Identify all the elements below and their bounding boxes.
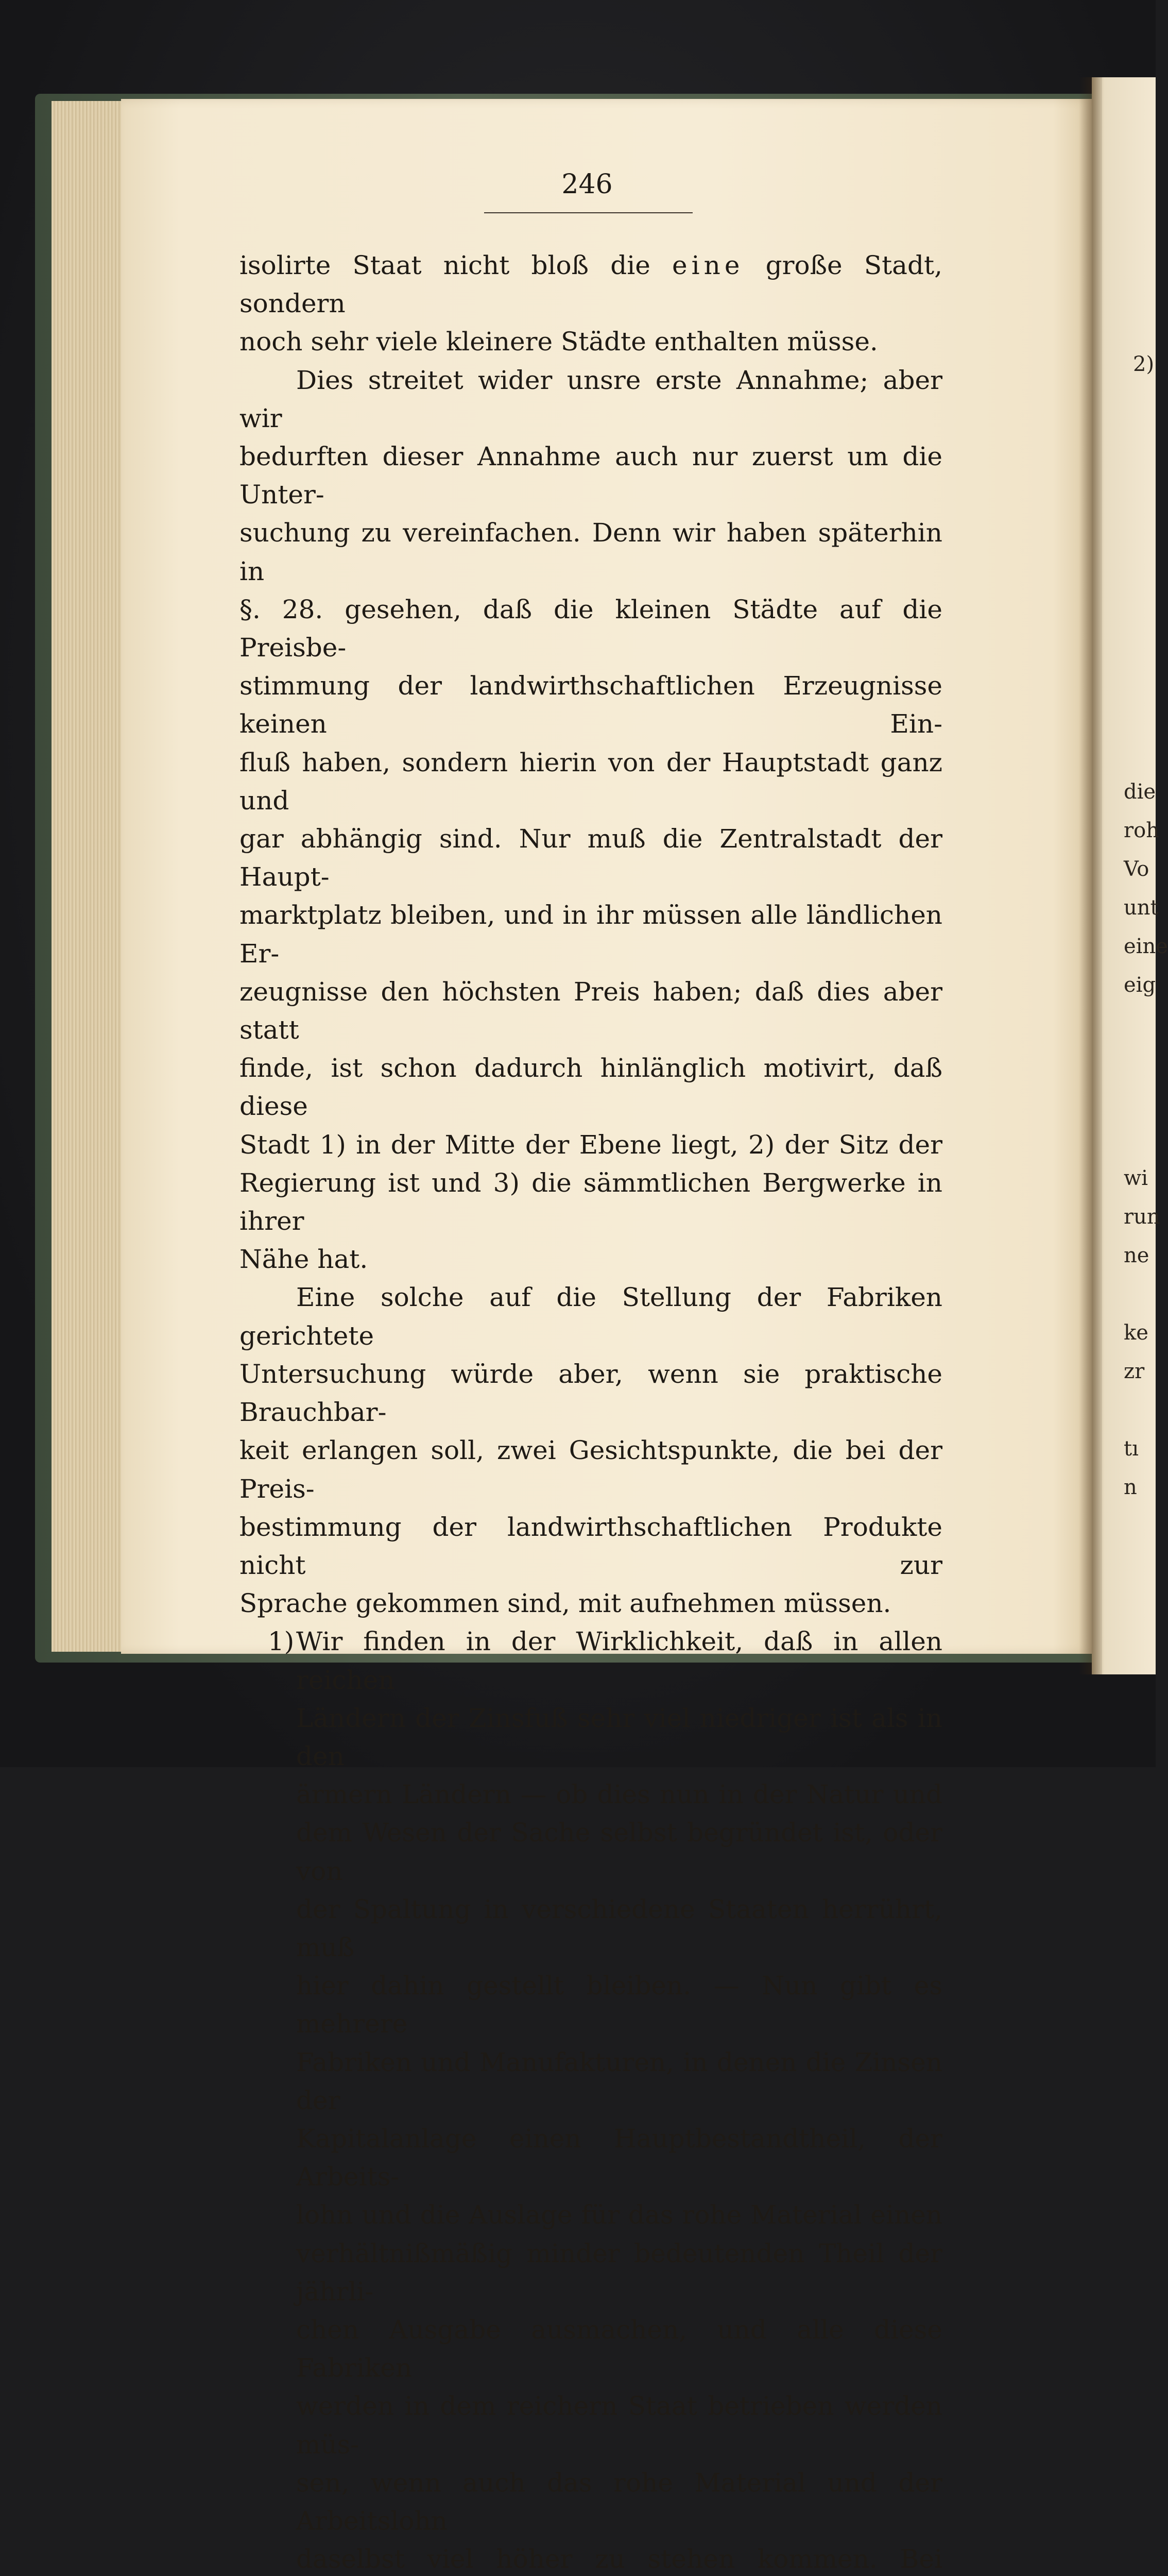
text-line: keit erlangen soll, zwei Gesichtspunkte, die bei der Preis- — [239, 1435, 942, 1504]
text-line: Regierung ist und 3) die sämmtlichen Bergwerke in ihrer — [239, 1167, 942, 1236]
text-line: fluß haben, sondern hierin von der Hauptstadt ganz und — [239, 747, 942, 816]
facing-word: Vo — [1124, 857, 1149, 881]
text-line: noch sehr viele kleinere Städte enthalten müsse. — [239, 327, 878, 357]
text-line: verhältnißmäßig minder bedeutenden Theil der jährli- — [296, 2238, 942, 2307]
text-line: chen Ausgabe ausmachen, und alle diese Fabriken — [296, 2314, 942, 2383]
text-line: gar abhängig sind. Nur muß die Zentralstadt der Haupt- — [239, 824, 942, 892]
facing-word: tı — [1124, 1437, 1139, 1461]
text-line: zeugnisse den höchsten Preis haben; daß dies aber statt — [239, 976, 942, 1045]
paragraph-1 — [239, 246, 942, 323]
paragraph-1-end — [239, 323, 942, 361]
text-line: finde, ist schon dadurch hinlänglich motivirt, daß diese — [239, 1053, 942, 1122]
text-line: bestimmung der landwirthschaftlichen Produkte nicht zur — [239, 1512, 942, 1580]
text-line: stimmung der landwirthschaftlichen Erzeugnisse keinen Ein- — [239, 671, 942, 739]
text-line: Nähe hat. — [239, 1244, 368, 1275]
facing-word: run — [1124, 1205, 1160, 1229]
emphasized-word: eine — [672, 250, 744, 280]
text-line: Ländern der Zinsfuß sehr viel niedriger ist als in den — [296, 1703, 942, 1771]
facing-word: ke — [1124, 1321, 1148, 1345]
facing-word: eig — [1124, 973, 1156, 997]
facing-word: ne — [1124, 1244, 1149, 1267]
text-line: der Spaltung in verschiedene Staaten herrührt, muß — [296, 1894, 942, 1962]
text-line: ärmern Ländern — ob dies nun in der Natur und — [296, 1780, 942, 1810]
text-line: bedurften dieser Annahme auch nur zuerst um die Unter- — [239, 442, 942, 510]
facing-word: eine — [1124, 935, 1168, 958]
text-line: dem Wesen der Sache selbst begründet ist, oder von — [296, 1818, 942, 1886]
facing-gap — [1124, 1005, 1156, 1159]
numbered-item-1 — [268, 1622, 942, 2576]
text-line: isolirte Staat nicht bloß die eine große Stadt, sondern — [239, 250, 942, 319]
text-line: 1)Wir finden in der Wirklichkeit, daß in allen reichen — [296, 1622, 942, 1699]
text-line: Eine solche auf die Stellung der Fabriken gerichtete — [239, 1282, 942, 1351]
facing-word: unt — [1124, 896, 1159, 920]
text-line: Untersuchung würde aber, wenn sie praktische Brauchbar- — [239, 1359, 942, 1428]
text-line: sen, wenn auch das rohe Material und der Arbeitslohn — [296, 2467, 942, 2536]
text-line: daselbst viel höher zu stehen kommen. Bei — [296, 2544, 942, 2574]
facing-word: zr — [1124, 1360, 1145, 1383]
text-line: marktplatz bleiben, und in ihr müssen alle ländlichen Er- — [239, 900, 942, 969]
text-line: Stadt 1) in der Mitte der Ebene liegt, 2) der Sitz der — [239, 1129, 942, 1160]
facing-page-text — [1124, 773, 1168, 1507]
facing-word: roh — [1124, 819, 1159, 842]
text-line: §. 28. gesehen, daß die kleinen Städte auf die Preisbe- — [239, 594, 942, 663]
header-rule — [484, 212, 693, 213]
text-line: Kapitalanlage einen Hauptbestandtheil, der Arbeits- — [296, 2123, 942, 2192]
facing-gap — [1124, 1275, 1156, 1314]
paragraph-2 — [239, 361, 942, 1279]
page-number: 246 — [561, 169, 613, 200]
text-line: werden in dem reichern Staat betrieben werden müs- — [296, 2391, 942, 2460]
facing-page-fragment: 2) — [1133, 352, 1155, 376]
list-number: 1) — [268, 1626, 295, 1657]
text-line: Sprache gekommen sind, mit aufnehmen müssen. — [239, 1588, 891, 1619]
text-line: lohn und die Auslage für das rohe Material einen — [296, 2200, 942, 2230]
text-line: hier dahin gestellt bleiben. — Nun gibt es mehrere — [296, 1971, 942, 2039]
text-line: Dies streitet wider unsre erste Annahme; aber wir — [239, 365, 942, 433]
text-line: Fabriken und Manufakturen, in denen die Zinsen der — [296, 2047, 942, 2115]
book-gutter — [1079, 77, 1102, 1674]
facing-word: wi — [1124, 1166, 1148, 1190]
text-line: suchung zu vereinfachen. Denn wir haben späterhin in — [239, 518, 942, 586]
page-body — [239, 246, 942, 2576]
facing-word: n — [1124, 1476, 1137, 1499]
facing-gap — [1124, 1391, 1156, 1430]
page-edges — [51, 101, 124, 1652]
paragraph-3 — [239, 1278, 942, 1622]
facing-word: die — [1124, 780, 1156, 804]
